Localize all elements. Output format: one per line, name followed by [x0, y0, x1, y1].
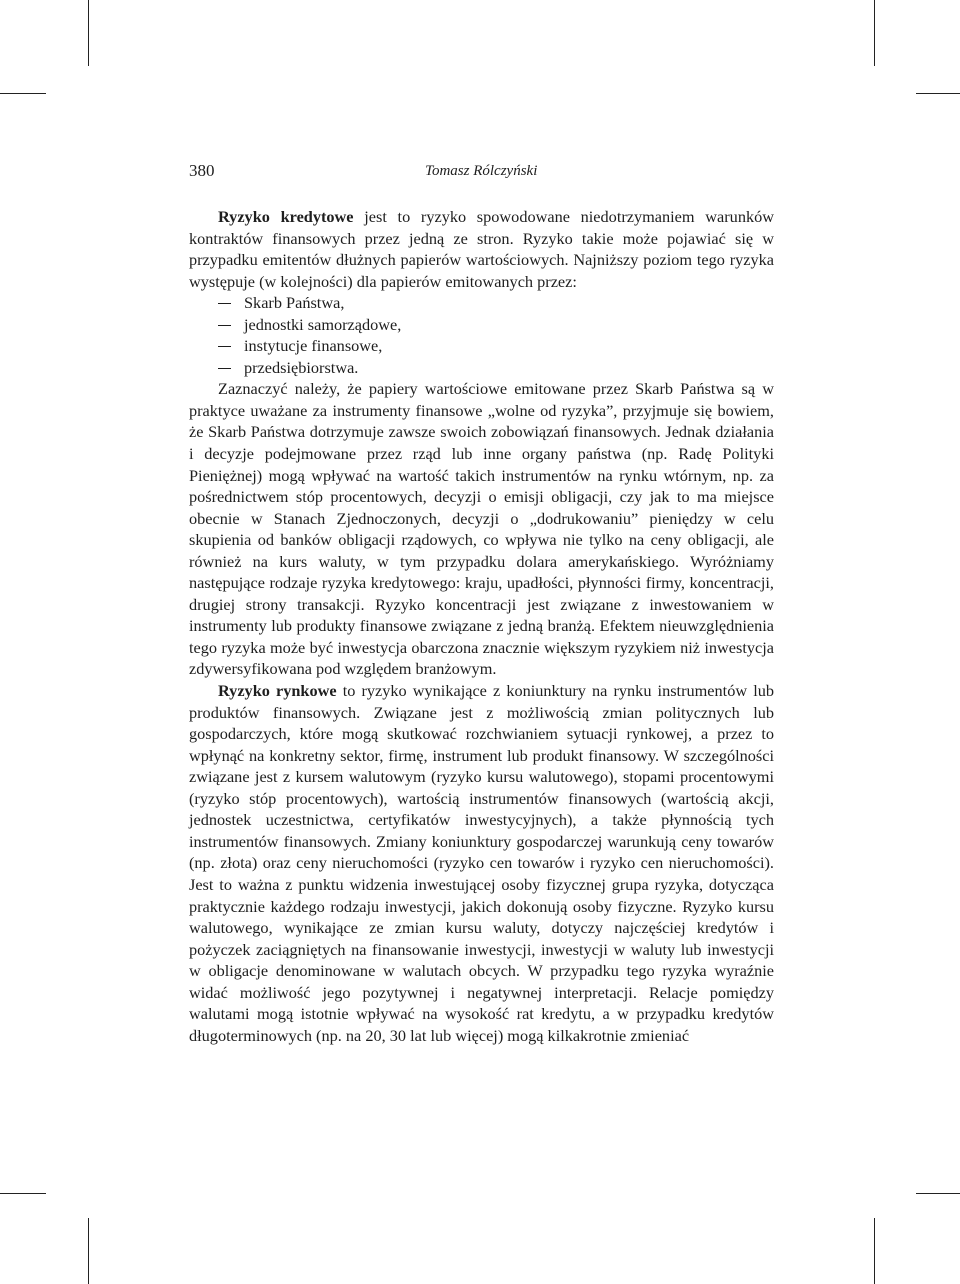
paragraph-market-risk-text: to ryzyko wynikające z koniunktury na rynku instrumentów lub produktów finansowych. Związane jest z możliwością zmian politycznych lub gospodarczych, które mogą skutkować rozchwianiem sytuacji rynkowej, a przez to wpłynąć na konkretny sektor, firmę, instrument lub produkt finansowy. W szczególności związane jest z kursem walutowym (ryzyko kursu walutowego), stopami procentowymi (ryzyko stóp procentowych), wartością instrumentów finansowych (wartością akcji, jednostek uczestnictwa, certyfikatów inwestycyjnych), a także płynnością tych instrumentów finansowych. Zmiany koniunktury gospodarczej warunkują ceny towarów (np. złota) oraz ceny nieruchomości (ryzyko cen towarów i ryzyko cen nieruchomości). Jest to ważna z punktu widzenia inwestującej osoby fizycznej grupa ryzyka, dotycząca praktycznie każdego rodzaju inwestycji, jakich dokonują osoby fizyczne. Ryzyko kursu walutowego, wynikające ze zmian kursu waluty, dotyczy najczęściej kredytów i pożyczek zaciągniętych na finansowanie inwestycji, inwestycji w waluty lub inwestycji w obligacje denominowane w walutach obcych. W przypadku tego ryzyka wyraźnie widać możliwość jego pozytywnej i negatywnej interpretacji. Relacje pomiędzy walutami mogą istotnie wpływać na wysokość rat kredytu, a w przypadku kredytów długoterminowych (np. na 20, 30 lat lub więcej) mogą kilkakrotnie zmieniać [189, 681, 775, 1045]
crop-mark-bottom-right [874, 1218, 875, 1284]
term-market-risk: Ryzyko rynkowe [218, 681, 337, 701]
crop-mark-left-bottom [0, 1193, 46, 1194]
paragraph-treasury-note: Zaznaczyć należy, że papiery wartościowe emitowane przez Skarb Państwa są w praktyce uważane za instrumenty finansowe „wolne od ryzyka”, przyjmuje się bowiem, że Skarb Państwa dotrzymuje zawsze swoich zobowiązań finansowych. Jednak działania i decyzje podejmowane przez rząd lub inne organy państwa (np. Radę Polityki Pieniężnej) mogą wpływać na wartość takich instrumentów na rynku wtórnym, np. za pośrednictwem stóp procentowych, decyzji o emisji obligacji, czy jak to ma miejsce obecnie w Stanach Zjednoczonych, decyzji o „dodrukowaniu” pieniędzy w celu skupienia od banków obligacji rządowych, co wpływa nie tylko na ceny obligacji, ale również na kurs waluty, w tym przypadku dolara amerykańskiego. Wyróżniamy następujące rodzaje ryzyka kredytowego: kraju, upadłości, płynności firmy, koncentracji, drugiej strony transakcji. Ryzyko koncentracji jest związane z inwestowaniem w instrumenty lub produkty finansowe związane z jedną branżą. Efektem nieuwzględnienia tego ryzyka może być inwestycja obarczona znacznie większym ryzykiem niż inwestycja zdywersyfikowana pod względem branżowym. [189, 379, 774, 679]
list-item: instytucje finansowe, [189, 335, 774, 357]
list-item: przedsiębiorstwa. [189, 357, 774, 379]
body-text [189, 206, 774, 1046]
page-number: 380 [189, 161, 215, 180]
paragraph-credit-risk [189, 206, 774, 292]
crop-mark-top-left [88, 0, 89, 66]
issuer-list [189, 292, 774, 378]
crop-mark-right-bottom [916, 1193, 960, 1194]
crop-mark-right-top [916, 93, 960, 94]
term-credit-risk: Ryzyko kredytowe [218, 207, 354, 226]
paragraph-credit-risk-text: jest to ryzyko spowodowane niedotrzymaniem warunków kontraktów finansowych przez jedną ze stron. Ryzyko takie może pojawiać się w przypadku emitentów dłużnych papierów wartościowych. Najniższy poziom tego ryzyka występuje (w kolejności) dla papierów emitowanych przez: [189, 207, 774, 291]
list-item: Skarb Państwa, [189, 292, 774, 314]
crop-mark-top-right [874, 0, 875, 66]
list-item: jednostki samorządowe, [189, 314, 774, 336]
running-head-author: Tomasz Rólczyński [425, 163, 538, 179]
crop-mark-left-top [0, 93, 46, 94]
paragraph-market-risk [189, 680, 774, 1046]
crop-mark-bottom-left [88, 1218, 89, 1284]
running-head [189, 161, 774, 185]
